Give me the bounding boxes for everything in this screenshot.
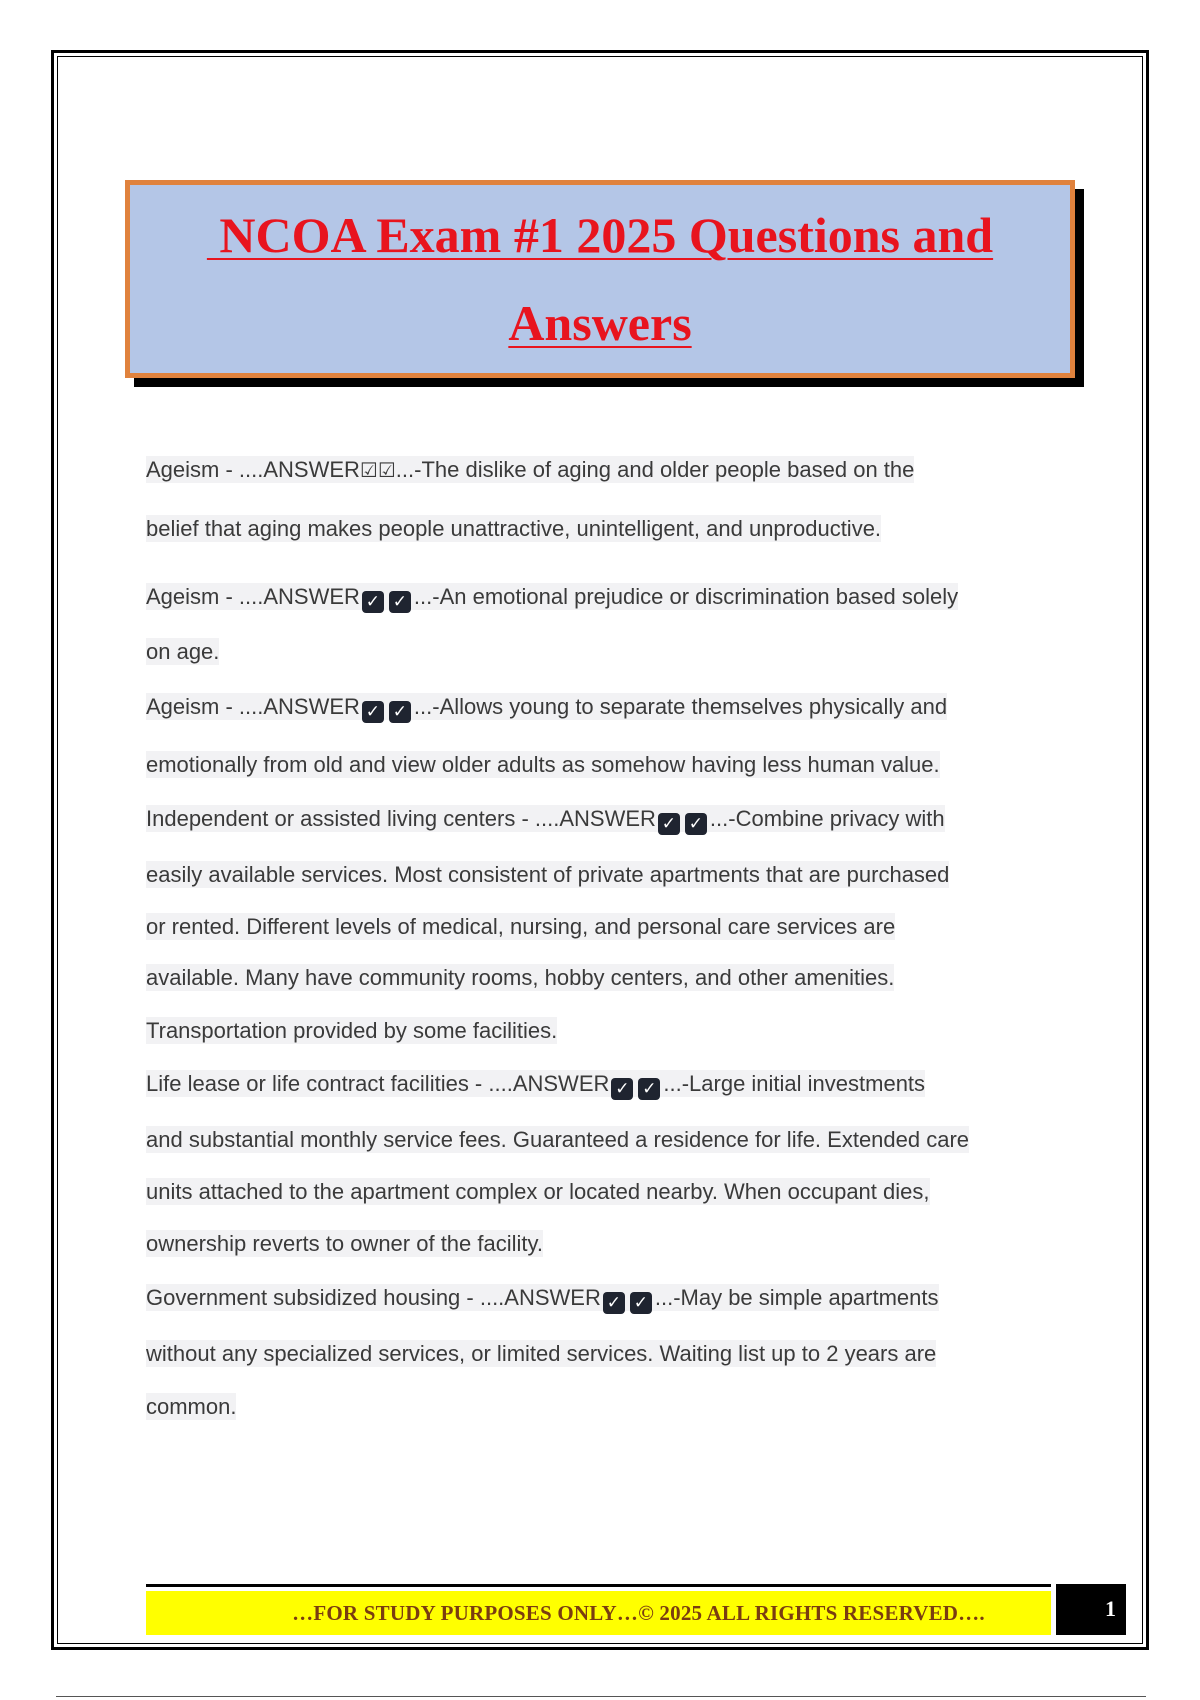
qa-answer-text: without any specialized services, or limited services. Waiting list up to 2 years are xyxy=(146,1341,937,1366)
checkbox-icon: ✓ xyxy=(611,1078,633,1100)
title-line-1: NCOA Exam #1 2025 Questions and xyxy=(206,207,994,263)
checkbox-icon: ✓ xyxy=(389,701,411,723)
qa-term: Government subsidized housing - ....ANSWER xyxy=(146,1285,601,1310)
qa-entry-line xyxy=(146,1016,557,1046)
qa-entry-line xyxy=(146,1069,925,1100)
checkbox-icon: ☑ xyxy=(377,458,396,482)
bottom-rule xyxy=(56,1696,1146,1697)
qa-entry-line xyxy=(146,963,894,993)
checkbox-icon: ✓ xyxy=(362,701,384,723)
title-line-2: Answers xyxy=(508,295,692,351)
checkbox-icon: ✓ xyxy=(658,813,680,835)
qa-entry-line xyxy=(146,514,881,544)
qa-answer-start: ...-The dislike of aging and older people based on the xyxy=(395,457,915,482)
qa-answer-text: emotionally from old and view older adults as somehow having less human value. xyxy=(146,752,940,777)
qa-entry-highlight xyxy=(146,1284,939,1311)
qa-answer-start: ...-Allows young to separate themselves physically and xyxy=(413,694,948,719)
qa-answer-start: ...-May be simple apartments xyxy=(654,1285,939,1310)
qa-entry-highlight xyxy=(146,693,947,720)
qa-answer-text: Transportation provided by some facilities. xyxy=(146,1018,558,1043)
qa-answer-text: units attached to the apartment complex or located nearby. When occupant dies, xyxy=(146,1179,930,1204)
checkbox-icon: ✓ xyxy=(389,591,411,613)
title-box xyxy=(125,180,1075,378)
qa-answer-text: available. Many have community rooms, hobby centers, and other amenities. xyxy=(146,965,895,990)
qa-answer-text: common. xyxy=(146,1394,237,1419)
footer-text: …FOR STUDY PURPOSES ONLY…© 2025 ALL RIGHTS RESERVED…. xyxy=(292,1600,985,1625)
page-number: 1 xyxy=(1056,1584,1126,1635)
checkbox-icon: ☑ xyxy=(359,458,378,482)
qa-entry-line xyxy=(146,455,914,485)
qa-entry-line xyxy=(146,1177,930,1207)
qa-entry-line xyxy=(146,1229,543,1259)
checkbox-icon: ✓ xyxy=(685,813,707,835)
qa-entry-line xyxy=(146,1283,939,1314)
qa-entry-line xyxy=(146,1392,236,1422)
qa-entry-line xyxy=(146,1125,969,1155)
qa-answer-text: on age. xyxy=(146,639,220,664)
qa-entry-line xyxy=(146,692,947,723)
qa-entry-line xyxy=(146,860,949,890)
qa-term: Independent or assisted living centers - ....ANSWER xyxy=(146,806,656,831)
qa-answer-start: ...-An emotional prejudice or discrimination based solely xyxy=(413,584,959,609)
qa-term: Ageism - ....ANSWER xyxy=(146,584,360,609)
footer-bar xyxy=(146,1591,1051,1635)
checkbox-icon: ✓ xyxy=(603,1292,625,1314)
qa-entry-highlight xyxy=(146,1070,925,1097)
checkbox-icon: ✓ xyxy=(362,591,384,613)
qa-entry-highlight xyxy=(146,583,958,610)
qa-answer-text: ownership reverts to owner of the facility. xyxy=(146,1231,543,1256)
qa-answer-text: or rented. Different levels of medical, nursing, and personal care services are xyxy=(146,914,896,939)
qa-answer-text: and substantial monthly service fees. Guaranteed a residence for life. Extended care xyxy=(146,1127,970,1152)
checkbox-icon: ✓ xyxy=(638,1078,660,1100)
checkbox-icon: ✓ xyxy=(630,1292,652,1314)
qa-entry-line xyxy=(146,804,945,835)
qa-term: Ageism - ....ANSWER xyxy=(146,457,360,482)
qa-entry-line xyxy=(146,750,940,780)
qa-entry-line xyxy=(146,582,958,613)
qa-answer-start: ...-Combine privacy with xyxy=(709,806,945,831)
qa-entry-line xyxy=(146,1339,936,1369)
qa-answer-text: easily available services. Most consistent of private apartments that are purchased xyxy=(146,862,950,887)
qa-entry-highlight xyxy=(146,805,945,832)
qa-entry-line xyxy=(146,637,219,667)
footer-rule xyxy=(146,1584,1051,1587)
qa-answer-start: ...-Large initial investments xyxy=(663,1071,926,1096)
qa-term: Ageism - ....ANSWER xyxy=(146,694,360,719)
qa-entry-line xyxy=(146,912,895,942)
qa-answer-text: belief that aging makes people unattractive, unintelligent, and unproductive. xyxy=(146,516,882,541)
qa-entry-highlight xyxy=(146,456,914,483)
qa-term: Life lease or life contract facilities - ....ANSWER xyxy=(146,1071,610,1096)
